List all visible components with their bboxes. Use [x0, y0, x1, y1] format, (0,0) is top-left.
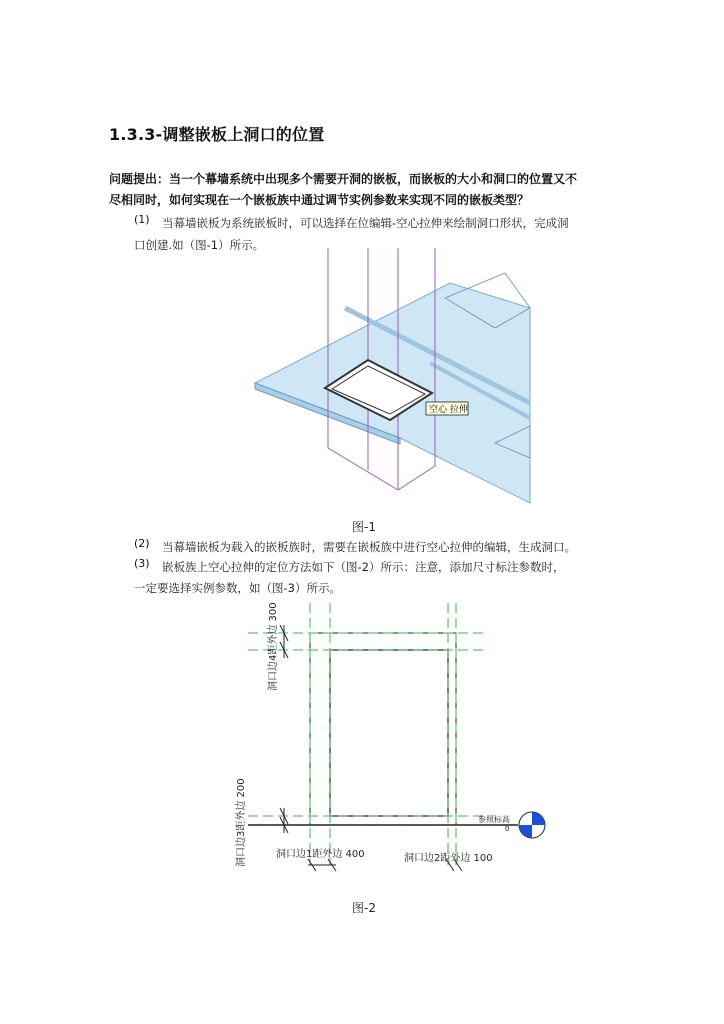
figure-2-opening-dimensions [228, 595, 558, 885]
figure-1-caption: 图-1 [352, 520, 376, 534]
dimension-ticks [280, 625, 462, 871]
step-3-line-2: 一定要选择实例参数，如（图-3）所示。 [134, 581, 341, 595]
step-2-line-1: 当幕墙嵌板为载入的嵌板族时，需要在嵌板族中进行空心拉伸的编辑，生成洞口。 [162, 540, 576, 554]
panel-outline [310, 633, 456, 825]
step-1-line-1: 当幕墙嵌板为系统嵌板时，可以选择在位编辑-空心拉伸来绘制洞口形状，完成洞 [162, 216, 569, 230]
dimension-left-label: 洞口边3距外边 200 [236, 778, 247, 867]
figure-1-curtain-panel-3d [250, 248, 535, 510]
reference-level-label: 参照标高 [478, 815, 510, 824]
dimension-top-label: 洞口边4距外边 300 [268, 602, 279, 691]
step-1-number: (1) [134, 213, 150, 226]
question-line-1: 问题提出：当一个幕墙系统中出现多个需要开洞的嵌板，而嵌板的大小和洞口的位置又不 [109, 172, 578, 186]
dimension-bottom-right-label: 洞口边2距外边 100 [404, 853, 493, 864]
step-3-number: (3) [134, 557, 150, 570]
level-marker-icon [519, 812, 545, 838]
reference-level-value: 0 [505, 825, 510, 833]
dimension-bottom-left-label: 洞口边1距外边 400 [276, 849, 365, 860]
question-line-2: 尽相同时，如何实现在一个嵌板族中通过调节实例参数来实现不同的嵌板类型？ [109, 193, 530, 207]
figure-2-caption: 图-2 [352, 901, 376, 915]
section-heading: 1.3.3-调整嵌板上洞口的位置 [109, 125, 325, 144]
opening-outline [330, 650, 448, 816]
step-3-line-1: 嵌板族上空心拉伸的定位方法如下（图-2）所示：注意，添加尺寸标注参数时， [162, 560, 565, 574]
step-1-line-2: 口创建.如（图-1）所示。 [134, 238, 265, 252]
step-2-number: (2) [134, 537, 150, 550]
tooltip-text: 空心 拉伸 [429, 405, 468, 415]
